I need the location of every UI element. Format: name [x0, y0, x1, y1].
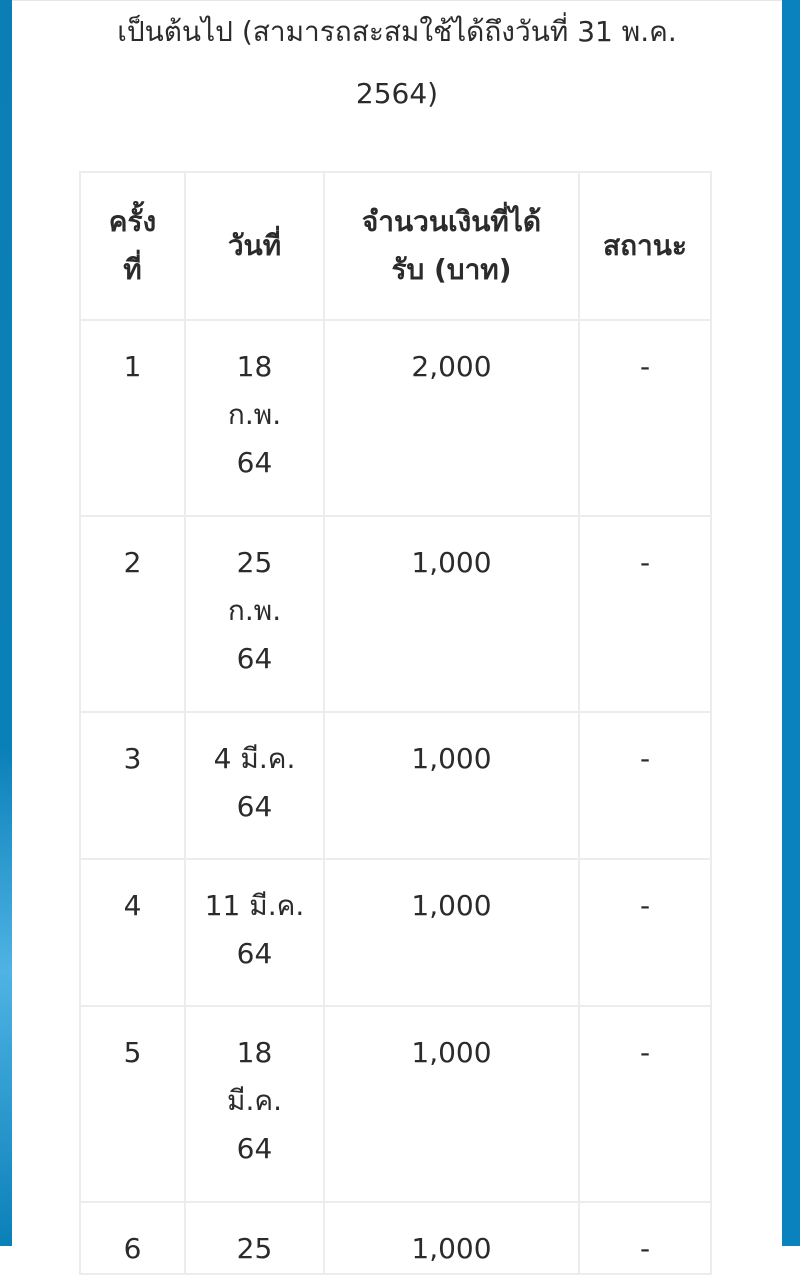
cell-amount: 2,000 [324, 320, 579, 516]
intro-line-2: 2564) [355, 77, 439, 110]
cell-date: 11 มี.ค. 64 [185, 859, 324, 1006]
article-content [12, 0, 782, 1265]
cell-date: 18 ก.พ. 64 [185, 320, 324, 516]
table-row [80, 712, 711, 859]
cell-date: 25 ก.พ. 64 [185, 516, 324, 712]
left-accent-edge [0, 0, 12, 1246]
cell-status: - [579, 859, 711, 1006]
cell-round: 3 [80, 712, 185, 859]
cell-amount: 1,000 [324, 712, 579, 859]
table-row [80, 1202, 711, 1274]
intro-paragraph [12, 1, 782, 125]
cell-amount: 1,000 [324, 1202, 579, 1274]
cell-round: 1 [80, 320, 185, 516]
cell-status: - [579, 712, 711, 859]
cell-round: 4 [80, 859, 185, 1006]
cell-status: - [579, 1006, 711, 1202]
cell-date: 25 [185, 1202, 324, 1274]
cell-status: - [579, 320, 711, 516]
header-status: สถานะ [579, 172, 711, 320]
cell-round: 6 [80, 1202, 185, 1274]
table-row [80, 859, 711, 1006]
intro-line-1: เป็นต้นไป (สามารถสะสมใช้ได้ถึงวันที่ 31 พ.ค. [117, 15, 677, 48]
table-header-row [80, 172, 711, 320]
table-row [80, 320, 711, 516]
payment-schedule-table [79, 171, 712, 1275]
right-accent-edge [782, 0, 800, 1246]
cell-round: 2 [80, 516, 185, 712]
header-round: ครั้ง ที่ [80, 172, 185, 320]
header-date: วันที่ [185, 172, 324, 320]
cell-date: 18 มี.ค. 64 [185, 1006, 324, 1202]
cell-amount: 1,000 [324, 516, 579, 712]
cell-round: 5 [80, 1006, 185, 1202]
cell-amount: 1,000 [324, 1006, 579, 1202]
table-row [80, 1006, 711, 1202]
table-row [80, 516, 711, 712]
cell-date: 4 มี.ค. 64 [185, 712, 324, 859]
cell-amount: 1,000 [324, 859, 579, 1006]
header-amount: จำนวนเงินที่ได้ รับ (บาท) [324, 172, 579, 320]
cell-status: - [579, 516, 711, 712]
cell-status: - [579, 1202, 711, 1274]
